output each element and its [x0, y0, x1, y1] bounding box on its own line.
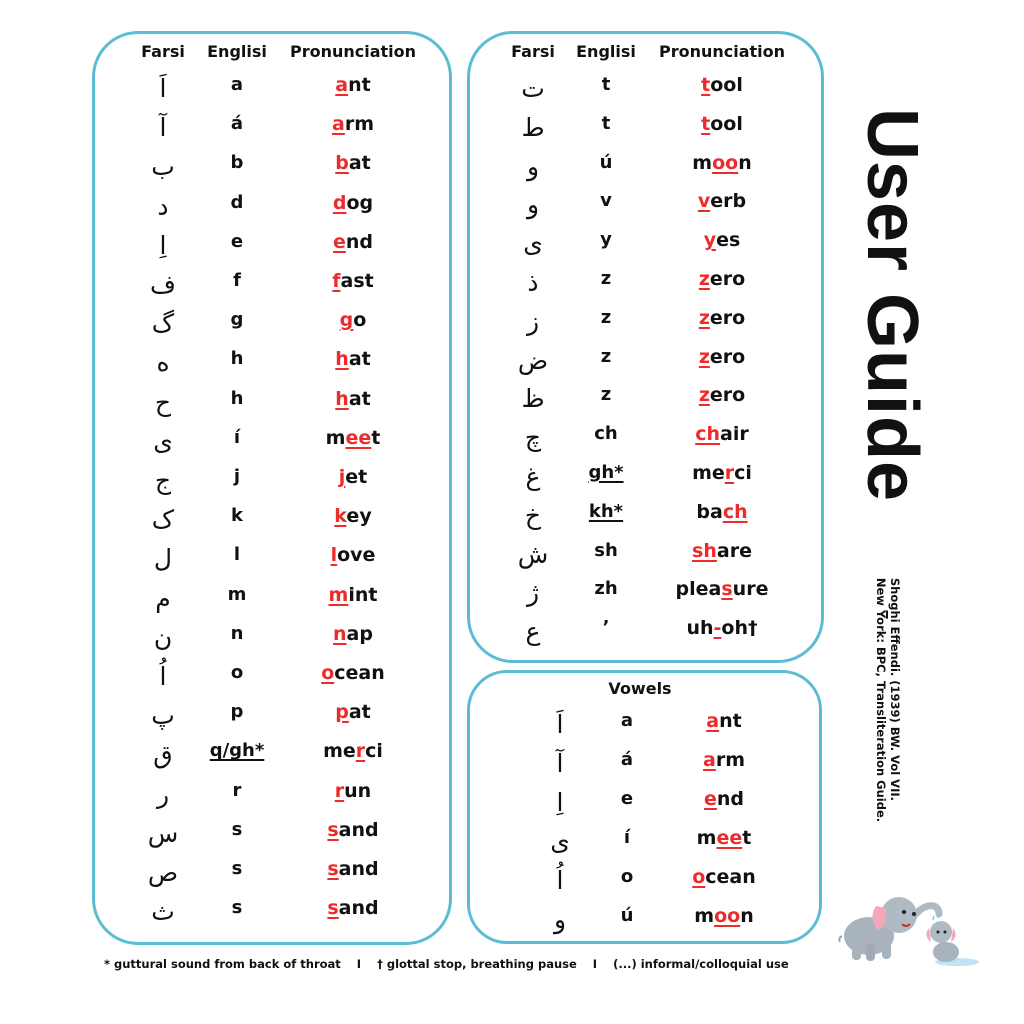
- highlighted-sound: ee: [345, 426, 372, 449]
- english-transliteration: a: [230, 74, 244, 95]
- table-row: [470, 307, 821, 345]
- table-row: [95, 309, 449, 347]
- pronunciation-example: hat: [335, 348, 371, 371]
- highlighted-sound: a: [332, 113, 345, 136]
- vowels-table: [467, 670, 822, 944]
- header-pronunciation: Pronunciation: [289, 42, 417, 61]
- english-transliteration: kh*: [588, 500, 624, 522]
- pronunciation-example: sand: [327, 897, 379, 920]
- highlighted-sound: o: [321, 662, 335, 684]
- pronunciation-example: end: [332, 230, 374, 253]
- citation: Shoghi Effendi. (1939) BW. Vol VII. New York: BPC, Transliteration Guide.: [874, 577, 902, 823]
- highlighted-sound: h: [335, 387, 349, 410]
- highlighted-sound: o: [692, 866, 706, 888]
- pronunciation-example: share: [692, 539, 752, 562]
- farsi-letter: ح: [154, 387, 172, 417]
- farsi-letter: ع: [525, 617, 541, 647]
- table-row: [95, 388, 449, 426]
- table-row: [470, 501, 821, 539]
- table-row: [470, 229, 821, 267]
- separator: I: [592, 957, 598, 971]
- pronunciation-example: jet: [338, 466, 368, 488]
- pronunciation-example: ant: [706, 710, 742, 732]
- pronunciation-example: fast: [332, 270, 374, 292]
- farsi-letter: س: [147, 818, 179, 848]
- table-row: [470, 578, 821, 616]
- table-row: [95, 858, 449, 896]
- farsi-letter: و: [526, 151, 540, 181]
- farsi-letter: م: [155, 583, 171, 613]
- elephant-illustration-icon: [834, 878, 984, 968]
- english-transliteration: t: [601, 112, 611, 134]
- highlighted-sound: p: [335, 701, 349, 724]
- highlighted-sound: ee: [716, 827, 743, 849]
- farsi-letter: اُ: [556, 866, 564, 895]
- english-transliteration: ch: [594, 423, 618, 445]
- highlighted-sound: -: [713, 617, 722, 640]
- table-row: [95, 819, 449, 857]
- table-row: [95, 427, 449, 465]
- farsi-letter: ر: [156, 779, 170, 809]
- pronunciation-example: uh-oh†: [686, 617, 758, 640]
- table-row: [470, 74, 821, 112]
- highlighted-sound: s: [327, 818, 339, 841]
- header-english: Englisi: [576, 42, 636, 61]
- table-row: [95, 662, 449, 700]
- farsi-letter: ن: [153, 622, 173, 652]
- english-transliteration: k: [231, 505, 243, 527]
- highlighted-sound: oo: [714, 905, 741, 927]
- highlighted-sound: l: [330, 544, 338, 567]
- english-transliteration: m: [227, 583, 247, 605]
- pronunciation-example: chair: [695, 423, 749, 446]
- highlighted-sound: e: [332, 230, 346, 253]
- table-row: [95, 192, 449, 230]
- english-transliteration: q/gh*: [209, 740, 265, 762]
- farsi-letter: ه: [156, 348, 170, 378]
- table-row: [95, 74, 449, 112]
- english-transliteration: gh*: [588, 462, 624, 483]
- english-transliteration: á: [230, 113, 244, 135]
- highlighted-sound: s: [327, 897, 339, 920]
- pronunciation-example: end: [703, 788, 745, 810]
- english-transliteration: z: [600, 306, 612, 328]
- farsi-letter: ب: [151, 152, 175, 182]
- table-row: [95, 231, 449, 269]
- english-transliteration: e: [230, 230, 244, 252]
- english-transliteration: h: [230, 348, 244, 370]
- english-transliteration: o: [620, 866, 634, 887]
- highlighted-sound: r: [355, 740, 366, 763]
- table-row: [470, 905, 819, 943]
- farsi-letter: ی: [523, 229, 543, 259]
- english-transliteration: d: [230, 191, 244, 213]
- pronunciation-example: tool: [701, 112, 743, 135]
- farsi-letter: آ: [556, 749, 564, 778]
- table-row: [470, 827, 819, 865]
- farsi-letter: اَ: [159, 74, 167, 103]
- farsi-letter: ج: [154, 466, 172, 495]
- header-vowels: Vowels: [608, 679, 672, 698]
- highlighted-sound: z: [698, 268, 710, 290]
- farsi-letter: خ: [524, 500, 542, 530]
- table-row: [470, 462, 821, 500]
- farsi-letter: چ: [524, 423, 542, 453]
- table-row: [470, 617, 821, 655]
- farsi-letter: غ: [525, 462, 541, 491]
- table-row: [470, 152, 821, 190]
- table-row: [95, 505, 449, 543]
- highlighted-sound: t: [701, 112, 711, 135]
- english-transliteration: r: [232, 779, 242, 801]
- english-transliteration: s: [231, 858, 243, 879]
- page-title: User Guide: [852, 107, 932, 503]
- farsi-letter: د: [157, 191, 169, 221]
- farsi-letter: و: [553, 905, 567, 934]
- pronunciation-example: pleasure: [675, 578, 769, 601]
- highlighted-sound: j: [338, 466, 346, 488]
- header-english: Englisi: [207, 42, 267, 61]
- table-row: [95, 348, 449, 386]
- english-transliteration: zh: [594, 578, 618, 600]
- highlighted-sound: b: [335, 152, 349, 175]
- pronunciation-example: zero: [698, 345, 746, 368]
- highlighted-sound: e: [703, 788, 717, 810]
- highlighted-sound: z: [698, 306, 710, 329]
- farsi-letter: ت: [521, 74, 545, 103]
- english-transliteration: o: [230, 662, 244, 683]
- farsi-letter: ص: [147, 858, 179, 887]
- pronunciation-example: pat: [335, 701, 371, 724]
- table-row: [470, 268, 821, 306]
- highlighted-sound: z: [698, 345, 710, 368]
- highlighted-sound: t: [701, 74, 711, 96]
- table-row: [470, 346, 821, 384]
- table-row: [470, 788, 819, 826]
- pronunciation-example: tool: [701, 74, 743, 96]
- highlighted-sound: g: [339, 309, 354, 332]
- english-transliteration: a: [620, 710, 634, 731]
- farsi-letter: ل: [153, 544, 173, 574]
- pronunciation-example: go: [339, 309, 367, 332]
- highlighted-sound: a: [703, 749, 716, 771]
- farsi-letter: ظ: [521, 384, 545, 414]
- farsi-letter: آ: [159, 113, 167, 143]
- pronunciation-example: moon: [692, 151, 752, 174]
- table-row: [470, 710, 819, 748]
- pronunciation-example: zero: [698, 306, 746, 329]
- highlighted-sound: a: [335, 74, 349, 96]
- english-transliteration: z: [600, 345, 612, 367]
- pronunciation-example: ocean: [692, 866, 756, 888]
- pronunciation-example: hat: [335, 387, 371, 410]
- pronunciation-example: moon: [694, 905, 754, 927]
- table-row: [95, 897, 449, 935]
- english-transliteration: sh: [594, 539, 618, 561]
- pronunciation-example: key: [334, 505, 372, 528]
- english-transliteration: t: [601, 74, 611, 95]
- farsi-letter: ک: [151, 505, 175, 535]
- consonant-table-right: [467, 31, 824, 663]
- farsi-letter: اُ: [159, 662, 167, 691]
- english-transliteration: e: [620, 788, 634, 809]
- pronunciation-example: sand: [327, 858, 379, 880]
- highlighted-sound: r: [724, 462, 735, 484]
- english-transliteration: b: [230, 152, 244, 174]
- english-transliteration: á: [620, 749, 634, 770]
- english-transliteration: j: [233, 466, 241, 487]
- farsi-letter: اِ: [556, 788, 564, 817]
- pronunciation-example: ocean: [321, 662, 385, 684]
- table-row: [470, 190, 821, 228]
- english-transliteration: s: [231, 897, 243, 919]
- header-pronunciation: Pronunciation: [658, 42, 786, 61]
- english-transliteration: í: [623, 827, 631, 848]
- consonant-table-left: [92, 31, 452, 945]
- english-transliteration: y: [600, 229, 612, 251]
- farsi-letter: ژ: [526, 578, 540, 608]
- footnotes: [104, 957, 789, 971]
- pronunciation-example: verb: [697, 190, 747, 213]
- farsi-letter: ز: [526, 306, 540, 336]
- english-transliteration: z: [600, 268, 612, 289]
- farsi-letter: ذ: [527, 268, 539, 297]
- pronunciation-example: zero: [698, 268, 746, 290]
- english-transliteration: ú: [599, 151, 613, 173]
- farsi-letter: اَ: [556, 710, 564, 739]
- pronunciation-example: nap: [333, 622, 373, 645]
- pronunciation-example: bat: [335, 152, 371, 175]
- table-row: [95, 152, 449, 190]
- footnote-guttural: * guttural sound from back of throat: [104, 957, 341, 971]
- english-transliteration: ú: [620, 905, 634, 926]
- highlighted-sound: n: [333, 622, 347, 645]
- pronunciation-example: bach: [696, 500, 748, 523]
- table-row: [95, 780, 449, 818]
- pronunciation-example: love: [330, 544, 376, 567]
- english-transliteration: í: [233, 426, 241, 448]
- highlighted-sound: y: [703, 229, 717, 252]
- header-farsi: Farsi: [141, 42, 185, 61]
- highlighted-sound: oo: [712, 151, 739, 174]
- farsi-letter: ط: [521, 112, 545, 142]
- english-transliteration: ʼ: [602, 617, 610, 639]
- pronunciation-example: arm: [703, 749, 745, 771]
- farsi-letter: ض: [517, 345, 549, 375]
- highlighted-sound: r: [334, 779, 345, 802]
- footnote-glottal: † glottal stop, breathing pause: [377, 957, 577, 971]
- pronunciation-example: zero: [698, 384, 746, 407]
- farsi-letter: و: [526, 190, 540, 220]
- english-transliteration: h: [230, 387, 244, 409]
- table-row: [470, 423, 821, 461]
- highlighted-sound: sh: [692, 539, 717, 562]
- pronunciation-example: ant: [335, 74, 371, 96]
- header-farsi: Farsi: [511, 42, 555, 61]
- footnote-informal: (...) informal/colloquial use: [613, 957, 789, 971]
- pronunciation-example: merci: [323, 740, 383, 763]
- farsi-letter: ث: [151, 897, 175, 927]
- pronunciation-example: mint: [328, 583, 378, 606]
- english-transliteration: l: [233, 544, 241, 566]
- english-transliteration: s: [231, 818, 243, 840]
- farsi-letter: پ: [151, 701, 175, 731]
- table-row: [95, 623, 449, 661]
- table-row: [95, 701, 449, 739]
- separator: I: [356, 957, 362, 971]
- highlighted-sound: v: [697, 190, 711, 213]
- highlighted-sound: k: [334, 505, 347, 528]
- farsi-letter: ی: [153, 426, 173, 456]
- table-row: [95, 740, 449, 778]
- english-transliteration: z: [600, 384, 612, 406]
- pronunciation-example: run: [334, 779, 372, 802]
- farsi-letter: گ: [151, 309, 175, 339]
- highlighted-sound: s: [721, 578, 733, 601]
- farsi-letter: ش: [517, 539, 549, 569]
- highlighted-sound: h: [335, 348, 349, 371]
- pronunciation-example: merci: [692, 462, 752, 484]
- pronunciation-example: meet: [325, 426, 381, 449]
- pronunciation-example: dog: [332, 191, 374, 214]
- table-row: [95, 584, 449, 622]
- highlighted-sound: a: [706, 710, 720, 732]
- table-row: [95, 113, 449, 151]
- highlighted-sound: ch: [695, 423, 721, 446]
- pronunciation-example: meet: [696, 827, 752, 849]
- highlighted-sound: d: [332, 191, 347, 214]
- english-transliteration: p: [230, 701, 244, 723]
- highlighted-sound: m: [328, 583, 349, 606]
- english-transliteration: f: [233, 270, 241, 291]
- table-row: [470, 866, 819, 904]
- highlighted-sound: z: [698, 384, 710, 407]
- farsi-letter: ق: [153, 740, 173, 770]
- pronunciation-example: yes: [703, 229, 741, 252]
- pronunciation-example: sand: [327, 818, 379, 841]
- table-row: [470, 540, 821, 578]
- english-transliteration: n: [230, 622, 244, 644]
- table-row: [470, 113, 821, 151]
- farsi-letter: ی: [550, 827, 570, 856]
- english-transliteration: v: [600, 190, 612, 212]
- table-row: [95, 466, 449, 504]
- highlighted-sound: f: [332, 270, 341, 292]
- farsi-letter: ف: [150, 270, 176, 299]
- table-row: [470, 384, 821, 422]
- table-row: [470, 749, 819, 787]
- english-transliteration: g: [230, 309, 244, 331]
- table-row: [95, 270, 449, 308]
- highlighted-sound: ch: [722, 500, 748, 523]
- pronunciation-example: arm: [332, 113, 374, 136]
- highlighted-sound: s: [327, 858, 339, 880]
- table-row: [95, 544, 449, 582]
- farsi-letter: اِ: [159, 230, 167, 260]
